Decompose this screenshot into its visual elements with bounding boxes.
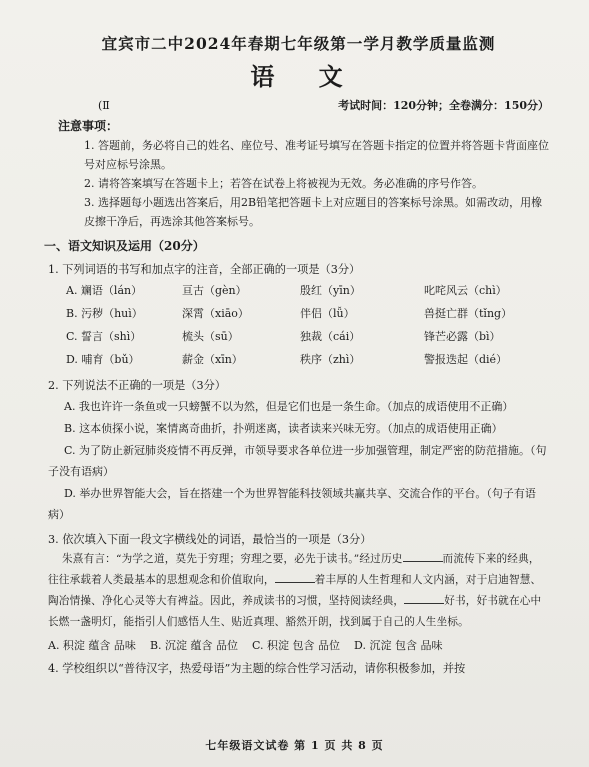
option-cell: D. 哺育（bǔ） (66, 353, 140, 366)
passage-text: 朱熹有言：“为学之道，莫先于穷理；穷理之要，必先于读书。”经过历史 (62, 553, 403, 565)
section-heading: 一、语文知识及运用（20分） (44, 239, 205, 253)
exam-info: 考试时间：120分钟；全卷满分：150分） (338, 99, 549, 112)
option-cell: 叱咤风云（chì） (424, 284, 507, 297)
option-cell: B. 污秽（huì） (66, 307, 143, 320)
notice-item: 3. 选择题每小题选出答案后，用2B铅笔把答题卡上对应题目的答案标号涂黑。如需改动，用橡皮擦干净后，再选涂其他答案标号。 (84, 196, 543, 228)
option-cell: A. 斓语（lán） (66, 284, 143, 297)
question-1-stem: 1. 下列词语的书写和加点字的注音，全部正确的一项是（3分） (48, 263, 361, 276)
option-cell: 警报迭起（dié） (424, 353, 508, 366)
notice-item: 2. 请将答案填写在答题卡上；若答在试卷上将被视为无效。务必准确的序号作答。 (84, 177, 483, 190)
option-cell: D. 沉淀 包含 品味 (354, 639, 443, 652)
option-cell: 亘古（gèn） (182, 284, 247, 297)
option-cell: A. 积淀 蕴含 品味 (48, 639, 136, 652)
option-cell: 殷红（yīn） (300, 284, 361, 297)
passage-text: 着丰厚的人生哲理和人文内涵，对于启迪智慧、陶冶情操、净化心灵等大有裨益。因此，养成读书的习惯，坚持阅读经典， (48, 574, 542, 607)
option-cell: 锋芒必露（bì） (424, 330, 501, 343)
question-3-stem: 3. 依次填入下面一段文字横线处的词语，最恰当的一项是（3分） (48, 533, 372, 546)
option-cell: C. 誓言（shì） (66, 330, 142, 343)
option-cell: 深霄（xiāo） (182, 307, 249, 320)
passage-text: 而流传下来的经典，往往承载着人类最基本的思想观念和价值取向， (48, 553, 540, 586)
question-2-option-c: C. 为了防止新冠肺炎疫情不再反弹，市领导要求各单位进一步加强管理，制定严密的防范措施。（句子没有语病） (48, 444, 547, 478)
question-3-options (48, 635, 549, 657)
exam-meta (48, 98, 549, 114)
left-mark: (Ⅱ (98, 99, 110, 112)
fill-blank (403, 551, 443, 562)
notice-title: 注意事项： (58, 119, 119, 133)
fill-blank (404, 593, 444, 604)
page-footer: 七年级语文试卷 第 1 页 共 8 页 (205, 739, 384, 752)
option-cell: C. 积淀 包含 品位 (252, 639, 341, 652)
question-2-stem: 2. 下列说法不正确的一项是（3分） (48, 379, 226, 392)
option-cell: 独裁（cái） (300, 330, 361, 343)
option-cell: B. 沉淀 蕴含 品位 (149, 639, 239, 652)
notice-item: 1. 答题前，务必将自己的姓名、座位号、准考证号填写在答题卡指定的位置并将答题卡背面座位号对应标号涂黑。 (84, 139, 549, 171)
option-cell: 梳头（sū） (182, 330, 239, 343)
question-1-options (66, 279, 549, 371)
notice-list (84, 136, 549, 231)
option-cell: 秩序（zhì） (300, 353, 361, 366)
option-cell: 兽挺亡群（tǐng） (424, 307, 513, 320)
question-2-option-a: A. 我也许许一条鱼或一只螃蟹不以为然，但是它们也是一条生命。（加点的成语使用不正确） (64, 400, 514, 413)
passage-text: 好书，好书就在心中长燃一盏明灯，能指引人们感悟人生、贴近真理、豁然开朗，找到属于自己的人生坐标。 (48, 595, 542, 628)
fill-blank (275, 572, 315, 583)
question-2-option-d: D. 举办世界智能大会，旨在搭建一个为世界智能科技领域共赢共享、交流合作的平台。（句子有语病） (48, 487, 536, 521)
option-cell: 薪金（xīn） (182, 353, 243, 366)
subject-title: 语 文 (250, 62, 361, 91)
question-2-option-b: B. 这本侦探小说，案情离奇曲折，扑朔迷离，读者读来兴味无穷。（加点的成语使用正确） (64, 422, 503, 435)
question-3-passage (48, 549, 549, 633)
question-4-stem: 4. 学校组织以“普待汉字，热爱母语”为主题的综合性学习活动，请你积极参加，并按 (48, 662, 466, 675)
exam-title: 宜宾市二中2024年春期七年级第一学月教学质量监测 (101, 34, 496, 53)
option-cell: 伴侣（lǚ） (300, 307, 355, 320)
